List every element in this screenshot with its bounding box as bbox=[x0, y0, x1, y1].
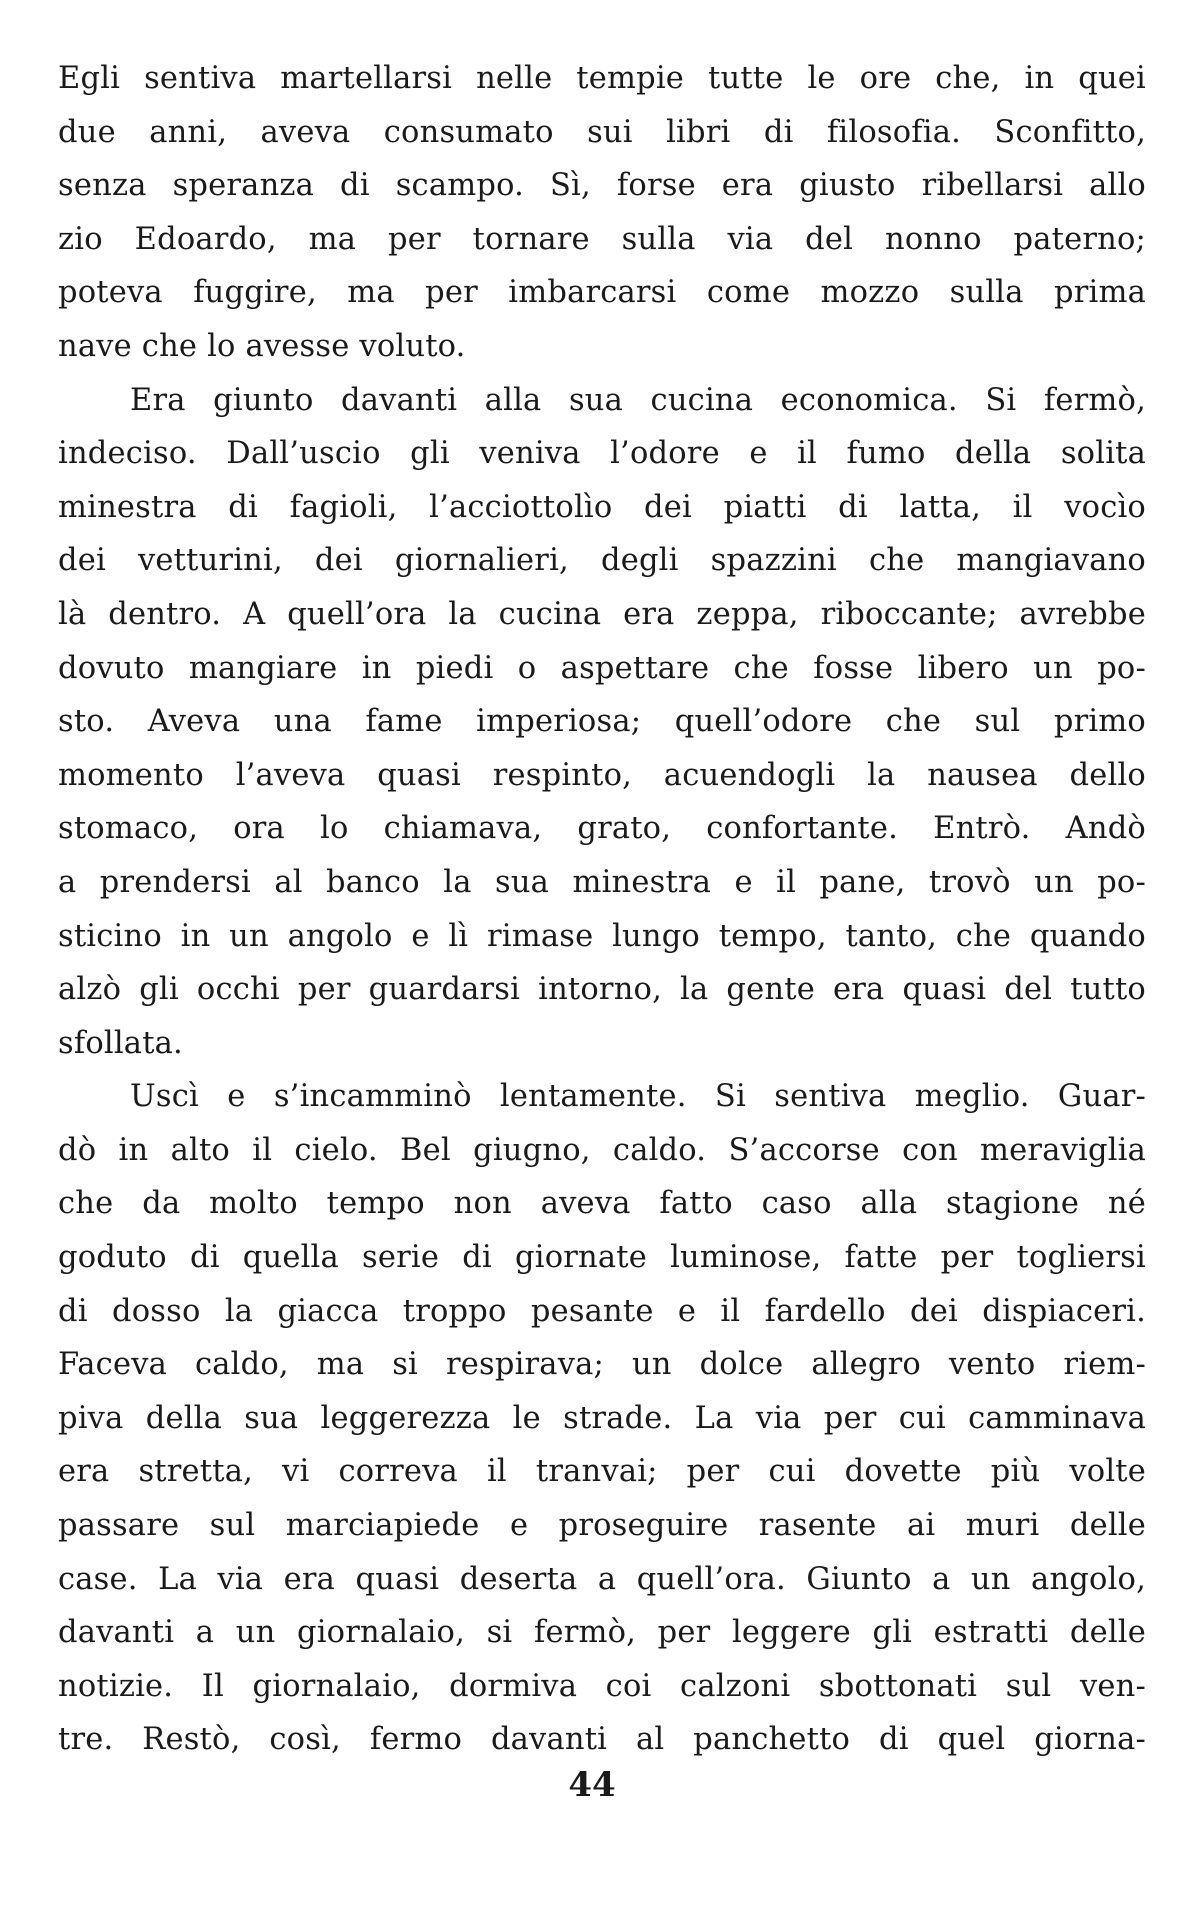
text-line: dovuto mangiare in piedi o aspettare che fosse libero un po- bbox=[58, 650, 1146, 686]
text-line: goduto di quella serie di giornate luminose, fatte per togliersi bbox=[58, 1240, 1146, 1276]
text-line: momento l’aveva quasi respinto, acuendogli la nausea dello bbox=[58, 757, 1146, 793]
text-line: stomaco, ora lo chiamava, grato, confortante. Entrò. Andò bbox=[58, 811, 1146, 847]
text-line: poteva fuggire, ma per imbarcarsi come mozzo sulla prima bbox=[58, 275, 1146, 311]
text-line: due anni, aveva consumato sui libri di filosofia. Sconfitto, bbox=[58, 114, 1146, 150]
text-line: piva della sua leggerezza le strade. La via per cui camminava bbox=[58, 1400, 1146, 1436]
text-line: indeciso. Dall’uscio gli veniva l’odore e il fumo della solita bbox=[58, 436, 1146, 472]
text-line: dei vetturini, dei giornalieri, degli spazzini che mangiavano bbox=[58, 543, 1146, 579]
text-line: minestra di fagioli, l’acciottolìo dei piatti di latta, il vocìo bbox=[58, 489, 1146, 525]
text-line: sfollata. bbox=[58, 1025, 183, 1061]
text-line: tre. Restò, così, fermo davanti al panchetto di quel giorna- bbox=[58, 1722, 1146, 1758]
text-line: Egli sentiva martellarsi nelle tempie tutte le ore che, in quei bbox=[58, 61, 1146, 96]
text-line: Uscì e s’incamminò lentamente. Si sentiva meglio. Guar- bbox=[130, 1079, 1146, 1115]
text-line: passare sul marciapiede e proseguire rasente ai muri delle bbox=[58, 1508, 1146, 1544]
page-number: 44 bbox=[568, 1765, 616, 1805]
paragraph bbox=[58, 1070, 1146, 1767]
text-line: nave che lo avesse voluto. bbox=[58, 328, 466, 364]
text-line: era stretta, vi correva il tranvai; per cui dovette più volte bbox=[58, 1454, 1146, 1490]
text-line: dò in alto il cielo. Bel giugno, caldo. S’accorse con meraviglia bbox=[58, 1132, 1146, 1168]
text-line: a prendersi al banco la sua minestra e il pane, trovò un po- bbox=[58, 864, 1146, 900]
paragraph bbox=[58, 52, 1146, 374]
paragraph bbox=[58, 374, 1146, 1071]
text-line: sticino in un angolo e lì rimase lungo tempo, tanto, che quando bbox=[58, 918, 1146, 954]
text-line: senza speranza di scampo. Sì, forse era giusto ribellarsi allo bbox=[58, 168, 1146, 204]
text-line: che da molto tempo non aveva fatto caso alla stagione né bbox=[58, 1186, 1146, 1222]
text-line: zio Edoardo, ma per tornare sulla via del nonno paterno; bbox=[58, 221, 1146, 257]
text-line: Era giunto davanti alla sua cucina economica. Si fermò, bbox=[130, 382, 1146, 418]
text-line: case. La via era quasi deserta a quell’ora. Giunto a un angolo, bbox=[58, 1561, 1146, 1597]
text-line: Faceva caldo, ma si respirava; un dolce allegro vento riem- bbox=[58, 1347, 1146, 1383]
body-text bbox=[58, 52, 1146, 1767]
text-line: sto. Aveva una fame imperiosa; quell’odore che sul primo bbox=[58, 704, 1146, 740]
text-line: notizie. Il giornalaio, dormiva coi calzoni sbottonati sul ven- bbox=[58, 1668, 1146, 1704]
text-line: là dentro. A quell’ora la cucina era zeppa, riboccante; avrebbe bbox=[58, 596, 1146, 632]
text-line: alzò gli occhi per guardarsi intorno, la gente era quasi del tutto bbox=[58, 972, 1146, 1008]
text-line: di dosso la giacca troppo pesante e il fardello dei dispiaceri. bbox=[58, 1293, 1146, 1329]
text-line: davanti a un giornalaio, si fermò, per leggere gli estratti delle bbox=[58, 1615, 1146, 1651]
